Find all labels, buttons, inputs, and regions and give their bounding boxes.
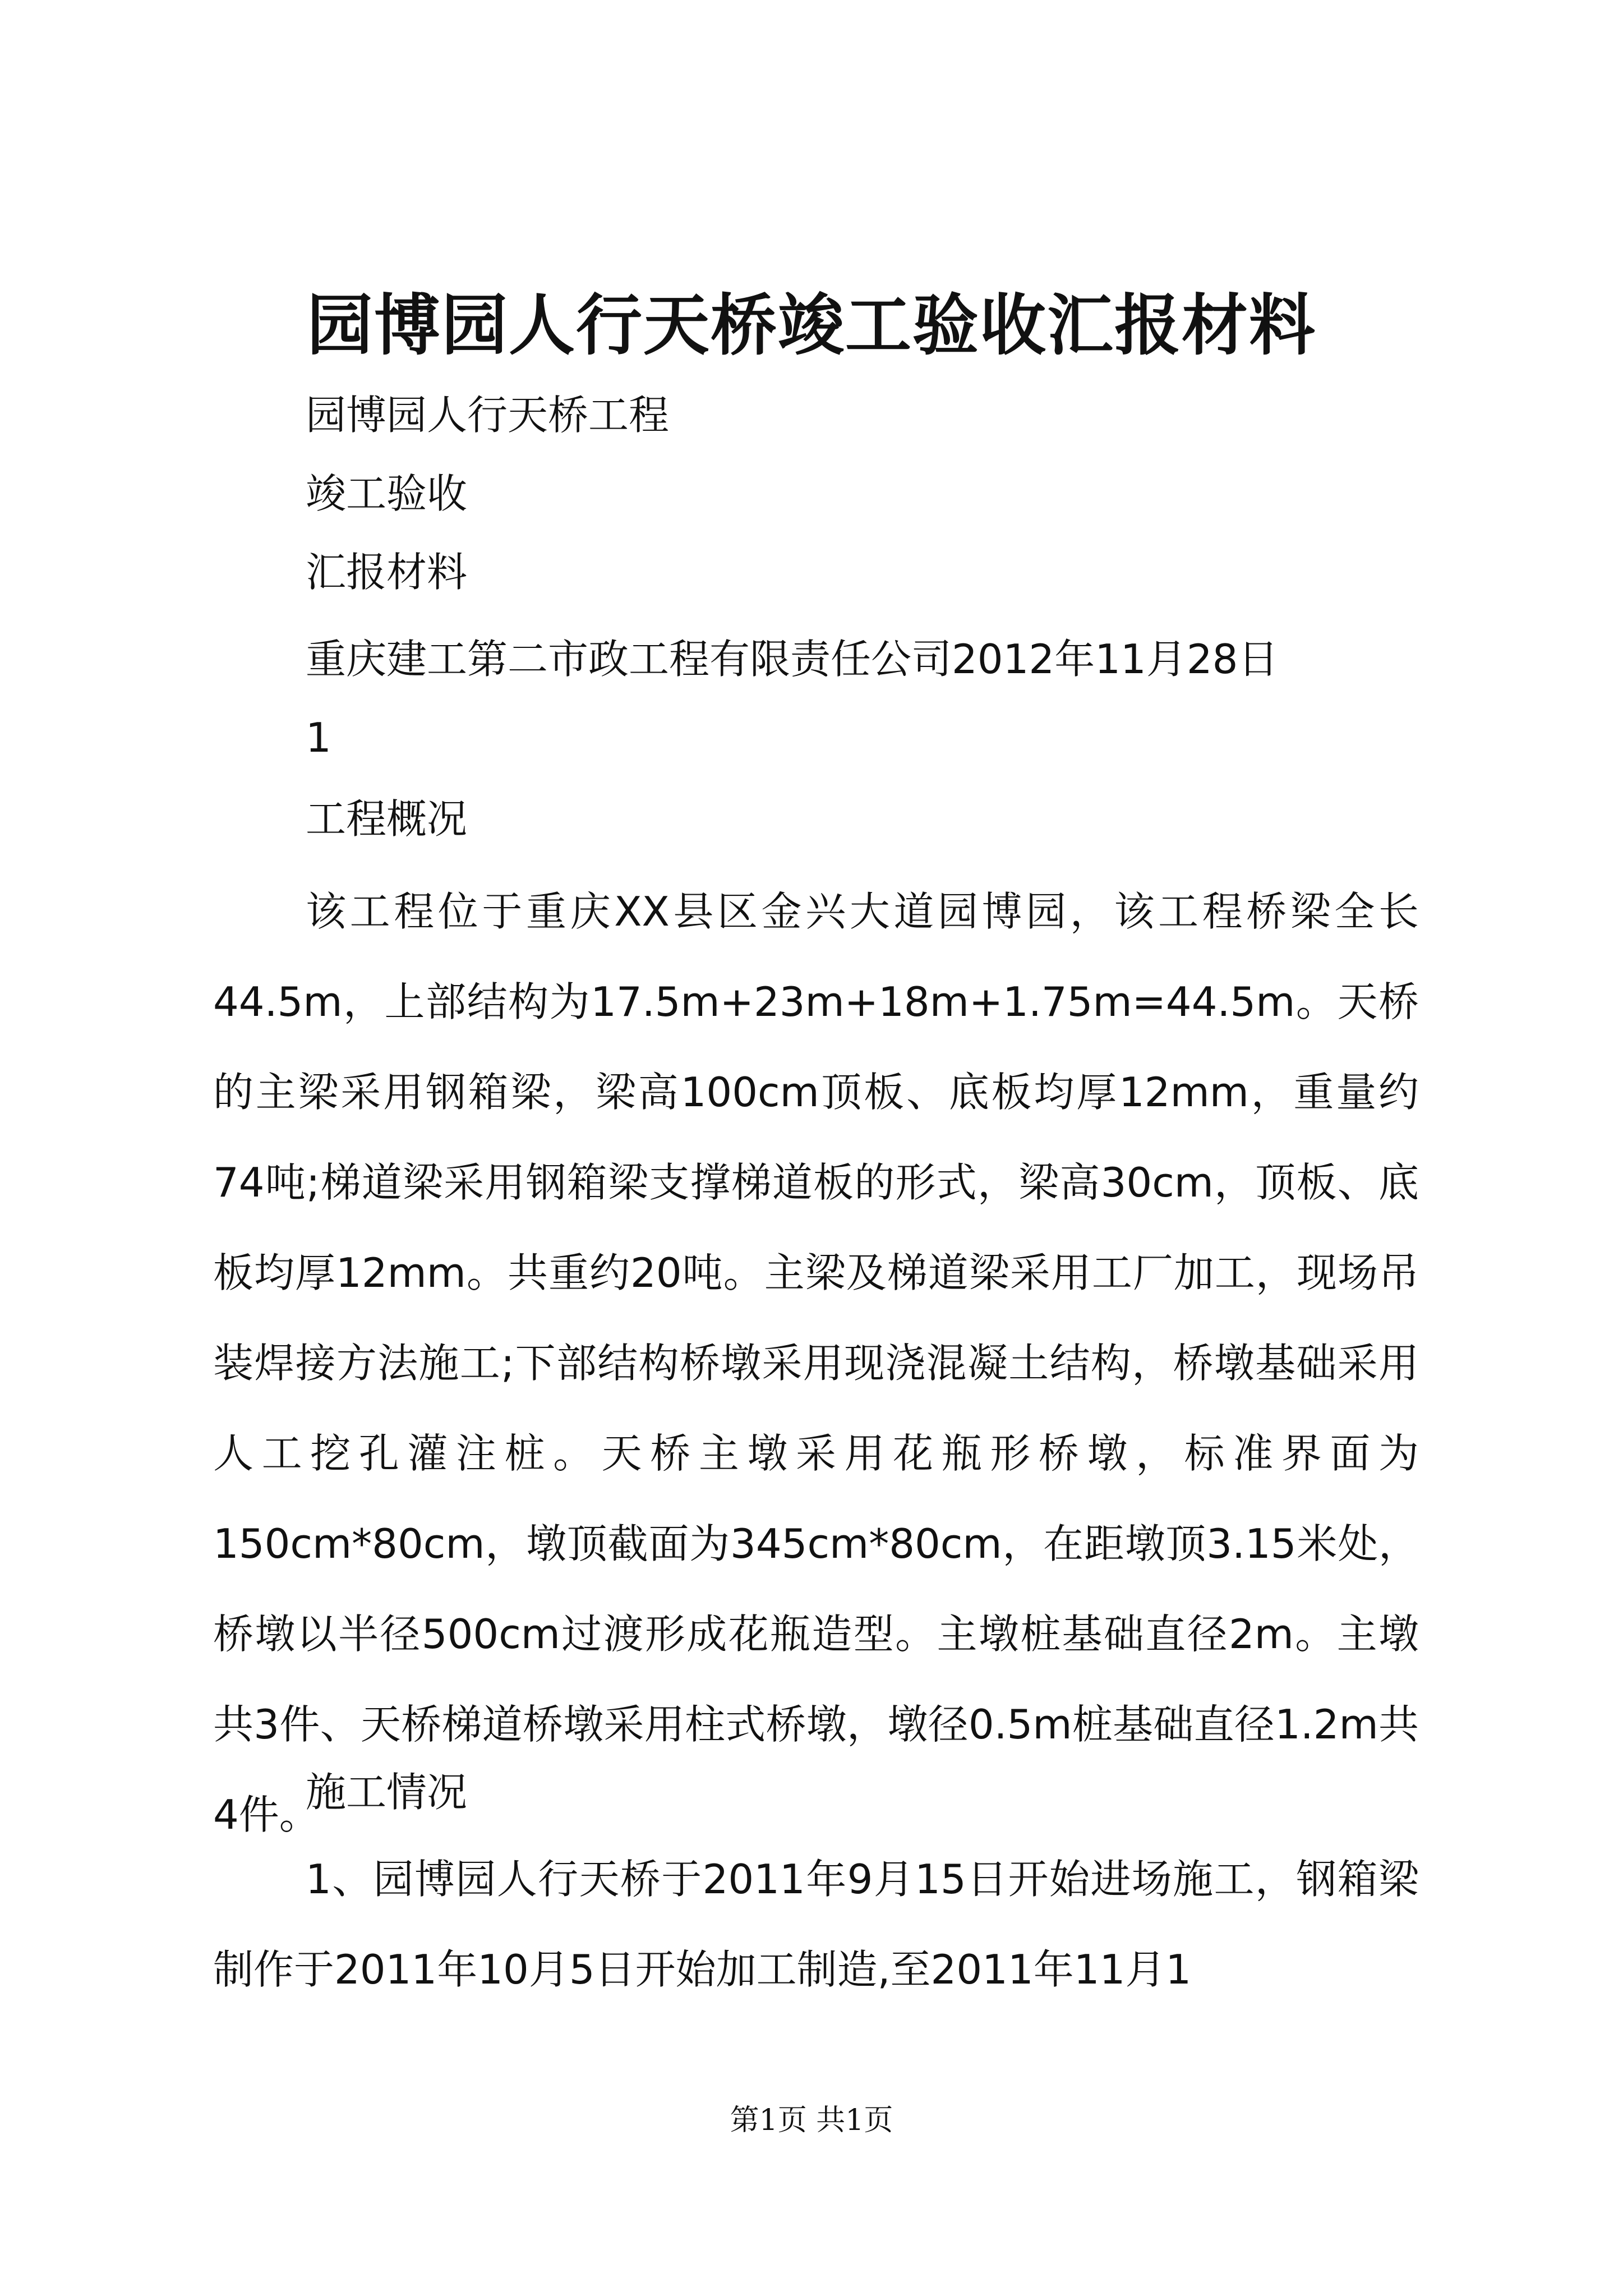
report-material-line: 汇报材料 [306, 549, 468, 596]
company-date-line: 重庆建工第二市政工程有限责任公司2012年11月28日 [306, 636, 1279, 683]
acceptance-line: 竣工验收 [306, 470, 468, 517]
section-number: 1 [306, 714, 331, 761]
project-name-line: 园博园人行天桥工程 [306, 392, 670, 439]
overview-paragraph: 该工程位于重庆XX县区金兴大道园博园，该工程桥梁全长44.5m，上部结构为17.5m+23m+18m+1.75m=44.5m。天桥的主梁采用钢箱梁，梁高100cm顶板、底板均厚12mm，重量约74吨;梯道梁采用钢箱梁支撑梯道板的形式，梁高30cm，顶板、底板均厚12mm。共重约20吨。主梁及梯道梁采用工厂加工，现场吊装焊接方法施工;下部结构桥墩采用现浇混凝土结构，桥墩基础采用人工挖孔灌注桩。天桥主墩采用花瓶形桥墩，标准界面为150cm*80cm，墩顶截面为345cm*80cm，在距墩顶3.15米处，桥墩以半径500cm过渡形成花瓶造型。主墩桩基础直径2m。主墩共3件、天桥梯道桥墩采用柱式桥墩，墩径0.5m桩基础直径1.2m共4件。 [213, 888, 1419, 1838]
construction-paragraph: 1、园博园人行天桥于2011年9月15日开始进场施工，钢箱梁制作于2011年10月5日开始加工制造,至2011年11月1 [213, 1856, 1419, 1993]
construction-heading: 施工情况 [306, 1769, 468, 1816]
overview-heading: 工程概况 [306, 795, 468, 843]
document-title: 园博园人行天桥竣工验收汇报材料 [306, 286, 1316, 364]
page-footer: 第1页 共1页 [730, 2104, 893, 2137]
